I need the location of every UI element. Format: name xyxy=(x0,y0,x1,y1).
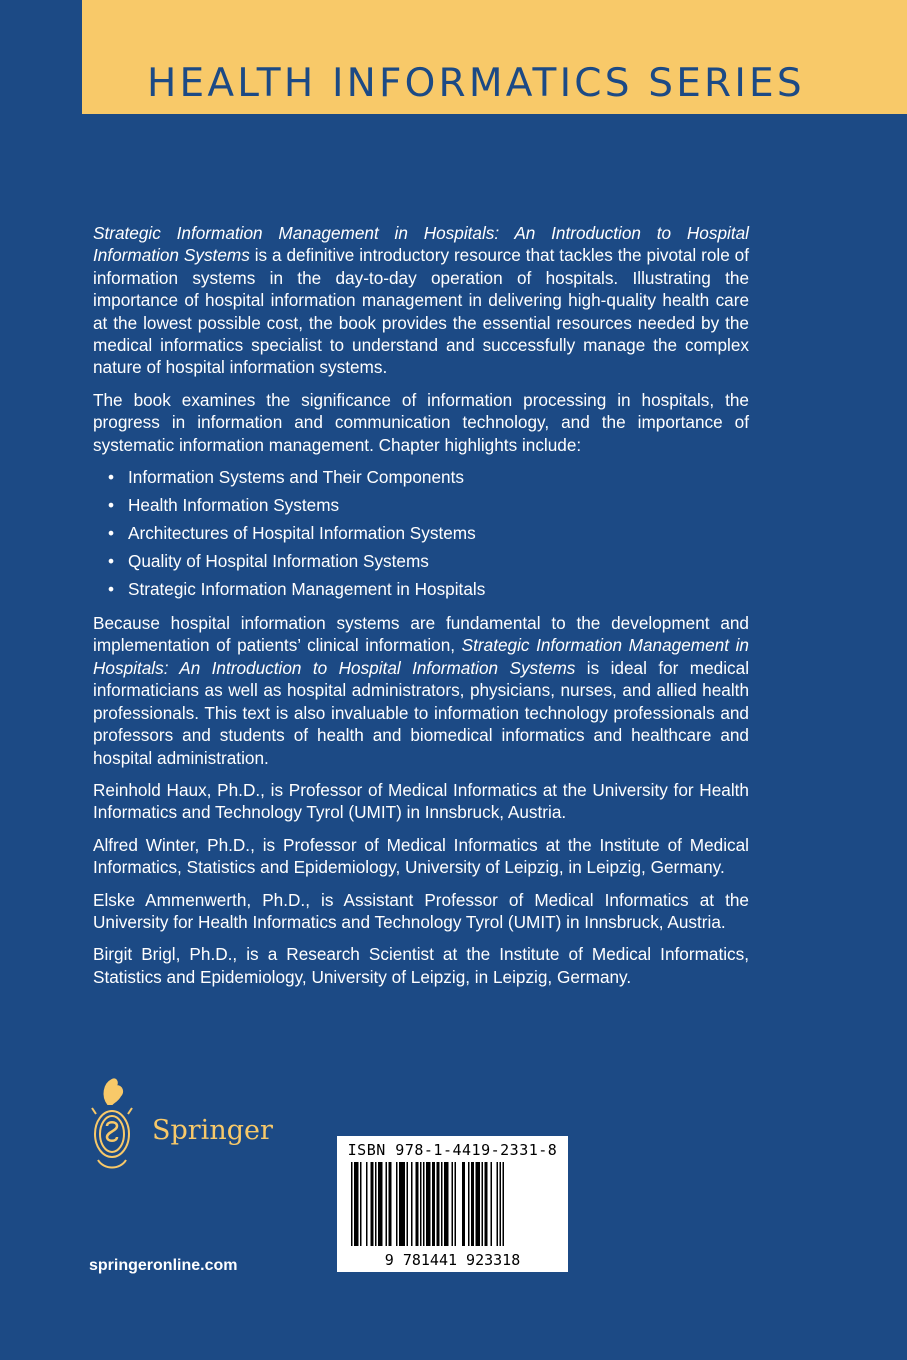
barcode-bar xyxy=(468,1162,470,1246)
barcode-bar xyxy=(476,1162,481,1246)
barcode-bar xyxy=(386,1162,388,1246)
barcode-bar xyxy=(423,1162,425,1246)
list-item xyxy=(93,466,749,494)
list-item xyxy=(93,522,749,550)
author-bio-3: Elske Ammenwerth, Ph.D., is Assistant Professor of Medical Informatics at the University for Health Informatics and Technology Tyrol (UMIT) in Innsbruck, Austria. xyxy=(93,889,749,932)
barcode-bar xyxy=(375,1162,377,1246)
description-paragraph-1 xyxy=(93,222,749,379)
publisher-name: Springer xyxy=(152,1115,273,1146)
barcode-bar xyxy=(360,1162,362,1246)
bullet-icon: • xyxy=(108,495,115,516)
series-title: HEALTH INFORMATICS SERIES xyxy=(147,61,805,106)
cover-text xyxy=(93,222,749,998)
barcode-bar xyxy=(500,1162,502,1246)
description-paragraph-2: The book examines the significance of information processing in hospitals, the progress in information and communication technology, and the importance of systematic information management. Chapter highlights include: xyxy=(93,389,749,455)
barcode-bar xyxy=(366,1162,368,1246)
bullet-icon: • xyxy=(108,579,115,600)
highlight-label: Information Systems and Their Components xyxy=(128,467,464,488)
bullet-icon: • xyxy=(108,523,115,544)
barcode-bar xyxy=(437,1162,440,1246)
list-item xyxy=(93,578,749,606)
barcode-bar xyxy=(503,1162,505,1246)
highlight-label: Architectures of Hospital Information Systems xyxy=(128,523,476,544)
isbn-label: ISBN 978-1-4419-2331-8 xyxy=(347,1141,558,1159)
left-strip xyxy=(0,0,82,1360)
barcode-bar xyxy=(351,1162,353,1246)
barcode-bar xyxy=(482,1162,484,1246)
bullet-icon: • xyxy=(108,551,115,572)
description-paragraph-3 xyxy=(93,612,749,769)
barcode-bar xyxy=(462,1162,465,1246)
barcode-bar xyxy=(354,1162,356,1246)
barcode-bar xyxy=(356,1162,359,1246)
author-bio-1: Reinhold Haux, Ph.D., is Professor of Medical Informatics at the University for Health Informatics and Technology Tyrol (UMIT) in Innsbruck, Austria. xyxy=(93,779,749,823)
list-item xyxy=(93,550,749,578)
barcode-digits: 9 781441 923318 xyxy=(384,1251,521,1269)
author-bio-2: Alfred Winter, Ph.D., is Professor of Medical Informatics at the Institute of Medical Informatics, Statistics and Epidemiology, University of Leipzig, in Leipzig, Germany. xyxy=(93,834,749,878)
highlight-label: Quality of Hospital Information Systems xyxy=(128,551,429,572)
barcode-bar xyxy=(396,1162,398,1246)
book-title-italic: Strategic Information Management in Hospitals: An Introduction to Hospital Information Systems xyxy=(93,223,749,266)
barcode-bar xyxy=(411,1162,413,1246)
barcode-bar xyxy=(371,1162,374,1246)
barcode-bar xyxy=(485,1162,488,1246)
list-item xyxy=(93,494,749,522)
barcode-bar xyxy=(452,1162,454,1246)
barcode-bar xyxy=(389,1162,392,1246)
barcode-bar xyxy=(491,1162,493,1246)
highlight-label: Health Information Systems xyxy=(128,495,340,516)
barcode-bar xyxy=(455,1162,457,1246)
barcode-bar xyxy=(471,1162,474,1246)
barcode-bar xyxy=(432,1162,435,1246)
book-title-italic: Strategic Information Management in Hospitals: An Introduction to Hospital Information Systems xyxy=(93,635,749,678)
barcode-bar xyxy=(399,1162,405,1246)
barcode-bar xyxy=(416,1162,419,1246)
barcode-bar xyxy=(378,1162,383,1246)
highlight-label: Strategic Information Management in Hospitals xyxy=(128,579,486,600)
description-text: is ideal for medical informaticians as well as hospital administrators, physicians, nurses, and allied health professionals. This text is also invaluable to information technology professionals and professors and students of health and biomedical informatics and healthcare and hospital administration. xyxy=(93,657,750,768)
bullet-icon: • xyxy=(108,467,115,488)
barcode-bar xyxy=(497,1162,499,1246)
author-bio-4: Birgit Brigl, Ph.D., is a Research Scientist at the Institute of Medical Informatics, Statistics and Epidemiology, University of Leipzig, in Leipzig, Germany. xyxy=(93,944,749,987)
barcode-bars xyxy=(349,1162,556,1252)
barcode-bar xyxy=(441,1162,443,1246)
chapter-highlights xyxy=(93,466,749,606)
publisher-website-link[interactable]: springeronline.com xyxy=(89,1257,238,1274)
description-text: is a definitive introductory resource that tackles the pivotal role of information systems in the day-to-day operation of hospitals. Illustrating the importance of hospital information management in delivering high-quality health care at the lowest possible cost, the book provides the essential resources needed by the medical informatics specialist to understand and successfully manage the complex nature of hospital information systems. xyxy=(93,245,750,378)
barcode-bar xyxy=(426,1162,431,1246)
barcode-bar xyxy=(444,1162,449,1246)
barcode xyxy=(337,1136,568,1272)
barcode-bar xyxy=(420,1162,422,1246)
description-text: Because hospital information systems are fundamental to the development and implementation of patients’ clinical information, xyxy=(93,613,749,656)
barcode-bar xyxy=(407,1162,409,1246)
